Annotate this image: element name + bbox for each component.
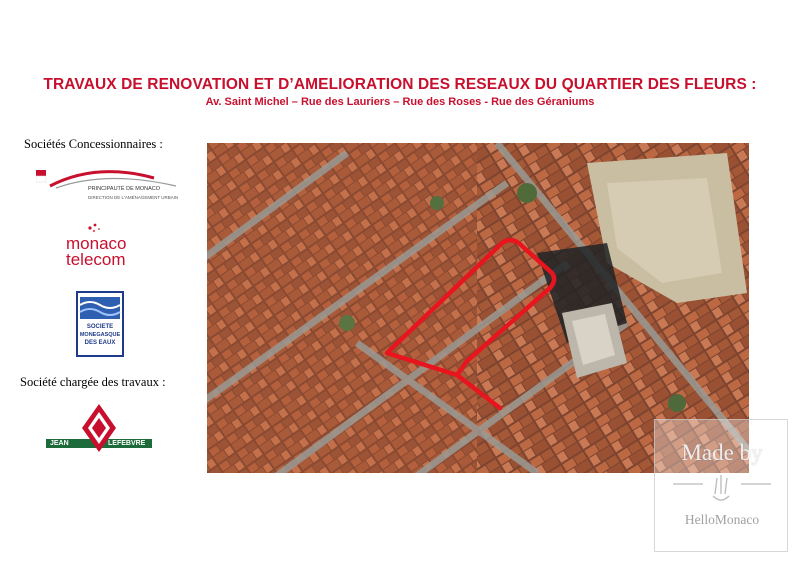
hand-icon [655, 470, 789, 510]
watermark [654, 419, 788, 552]
monaco-telecom-logo [64, 222, 144, 270]
jean-lefebvre-emblem-icon [46, 402, 152, 458]
smeaux-line1: SOCIETE [86, 324, 114, 330]
page-title: TRAVAUX DE RENOVATION ET D’AMELIORATION DES RESEAUX DU QUARTIER DES FLEURS : [43, 76, 757, 93]
principaute-line1: PRINCIPAUTÉ DE MONACO [88, 186, 161, 192]
telecom-line2: telecom [66, 250, 126, 269]
jean-lefebvre-logo [46, 402, 152, 458]
jl-right-text: LEFEBVRE [108, 440, 146, 447]
contractor-label: Société chargée des travaux : [20, 375, 166, 389]
principaute-monaco-logo [36, 164, 186, 204]
principaute-line2: DIRECTION DE L'AMÉNAGEMENT URBAIN [88, 195, 179, 200]
telecom-line1: monaco [66, 234, 127, 253]
page-subtitle: Av. Saint Michel – Rue des Lauriers – Rue des Roses - Rue des Géraniums [205, 96, 595, 108]
smeaux-line2: MONEGASQUE [79, 332, 121, 338]
smeaux-line3: DES EAUX [84, 340, 116, 346]
watermark-brand: HelloMonaco [684, 512, 760, 527]
smeaux-logo [76, 291, 124, 357]
concessionaires-label: Sociétés Concessionnaires : [24, 137, 163, 151]
water-wave-icon [78, 295, 122, 321]
watermark-made-by: Made by [681, 440, 763, 465]
jl-left-text: JEAN [50, 440, 69, 447]
